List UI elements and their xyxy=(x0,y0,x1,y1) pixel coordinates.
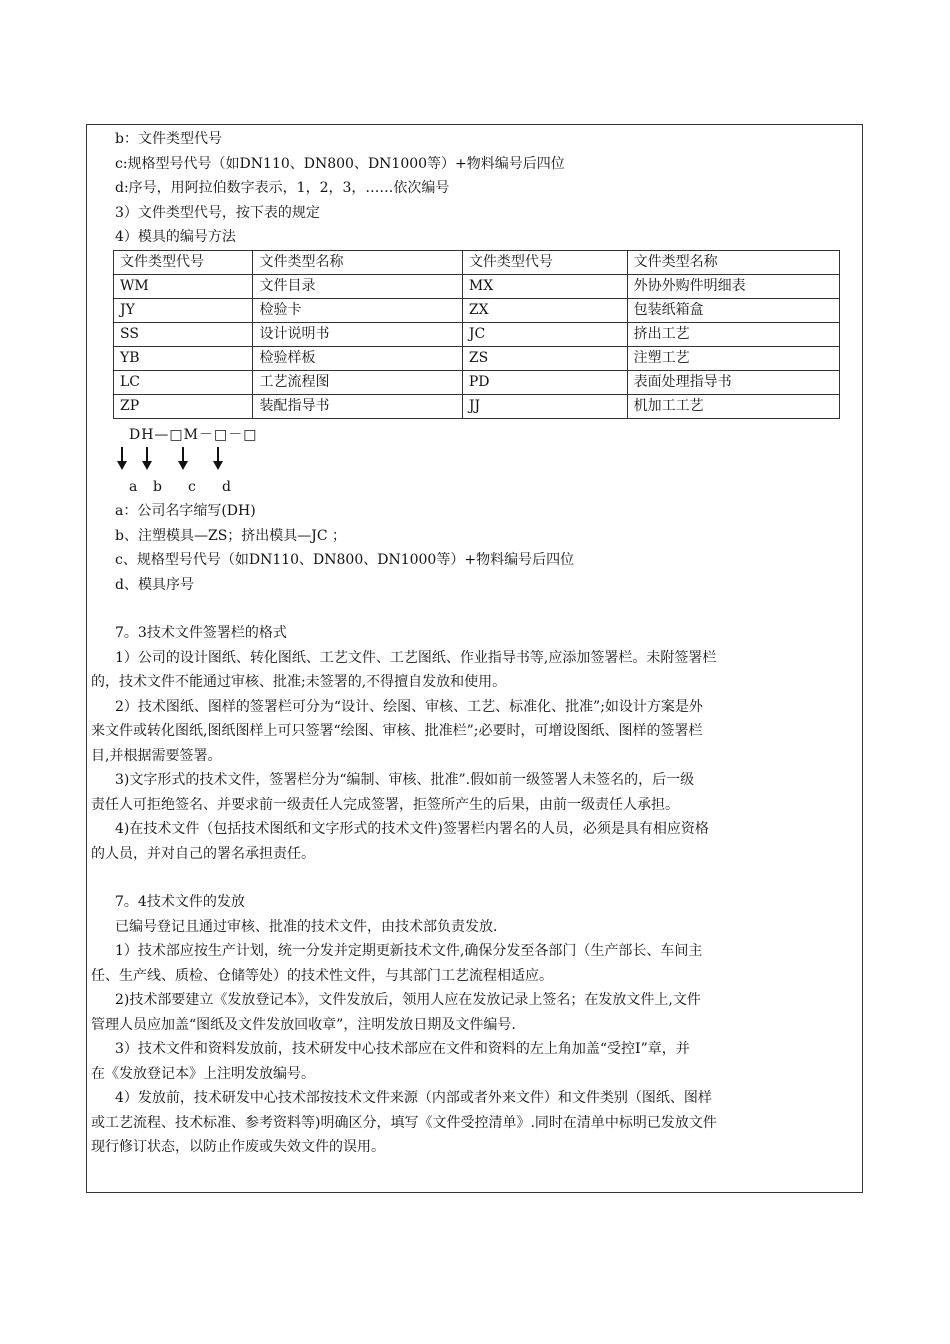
section-title: 7。3技术文件签署栏的格式 xyxy=(115,625,287,641)
table-cell: 文件目录 xyxy=(253,274,462,298)
paragraph-line: 已编号登记且通过审核、批准的技术文件，由技术部负责发放. xyxy=(115,918,498,935)
table-cell: 机加工工艺 xyxy=(627,394,839,418)
table-cell: MX xyxy=(462,274,627,298)
paragraph-line: 1）公司的设计图纸、转化图纸、工艺文件、工艺图纸、作业指导书等,应添加签署栏。未附签署栏 xyxy=(115,649,717,666)
table-cell: 工艺流程图 xyxy=(253,370,462,394)
mold-code-pattern: DH—□M－□－□ xyxy=(129,426,258,443)
code-letters xyxy=(115,475,857,499)
paragraph-line: 的，技术文件不能通过审核、批准;未签署的,不得擅自发放和使用。 xyxy=(91,674,507,690)
table-cell: 外协外购件明细表 xyxy=(627,274,839,298)
table-cell: LC xyxy=(114,370,253,394)
mold-code-item: b、注塑模具—ZS；挤出模具—JC ； xyxy=(115,527,347,544)
paragraph-line: 或工艺流程、技术标准、参考资料等)明确区分，填写《文件受控清单》.同时在清单中标明已发放文件 xyxy=(91,1114,717,1131)
mold-code-item: d、模具序号 xyxy=(115,576,194,593)
paragraph-line: 4)在技术文件（包括技术图纸和文字形式的技术文件)签署栏内署名的人员，必须是具有相应资格 xyxy=(115,821,709,837)
paragraph-line: 2）技术图纸、图样的签署栏可分为“设计、绘图、审核、工艺、标准化、批准”;如设计方案是外 xyxy=(115,698,703,715)
table-header-cell: 文件类型代号 xyxy=(114,250,253,274)
intro-block xyxy=(115,127,857,250)
table-row xyxy=(114,346,840,370)
section-title: 7。4技术文件的发放 xyxy=(115,894,245,910)
table-cell: 包装纸箱盒 xyxy=(627,298,839,322)
table-cell: YB xyxy=(114,346,253,370)
table-cell: ZP xyxy=(114,394,253,418)
code-letter: b xyxy=(153,479,162,495)
table-cell: JJ xyxy=(462,394,627,418)
table-cell: 装配指导书 xyxy=(253,394,462,418)
table-row xyxy=(114,274,840,298)
document-body xyxy=(91,127,857,1160)
paragraph-line: 4）发放前，技术研发中心技术部按技术文件来源（内部或者外来文件）和文件类别（图纸、图样 xyxy=(115,1090,712,1106)
table-cell: WM xyxy=(114,274,253,298)
code-letter: a xyxy=(129,479,138,495)
paragraph-line: 在《发放登记本》上注明发放编号。 xyxy=(91,1065,315,1082)
arrow-down-icon xyxy=(178,447,188,471)
table-cell: PD xyxy=(462,370,627,394)
intro-line-4: 4）模具的编号方法 xyxy=(115,229,236,245)
paragraph-line: 1）技术部应按生产计划，统一分发并定期更新技术文件,确保分发至各部门（生产部长、车间主 xyxy=(115,943,703,959)
paragraph-line: 的人员，并对自己的署名承担责任。 xyxy=(91,845,315,862)
table-cell: 挤出工艺 xyxy=(627,322,839,346)
document-frame xyxy=(86,124,863,1193)
paragraph-line: 2)技术部要建立《发放登记本》，文件发放后，领用人应在发放记录上签名；在发放文件上,文件 xyxy=(115,992,701,1008)
table-cell: 表面处理指导书 xyxy=(627,370,839,394)
intro-line-3: 3）文件类型代号，按下表的规定 xyxy=(115,204,320,221)
table-row xyxy=(114,370,840,394)
section-7-3 xyxy=(91,621,857,866)
paragraph-line: 目,并根据需要签署。 xyxy=(91,747,222,764)
paragraph-line: 任、生产线、质检、仓储等处）的技术性文件，与其部门工艺流程相适应。 xyxy=(91,967,553,984)
table-cell: 检验卡 xyxy=(253,298,462,322)
table-cell: ZS xyxy=(462,346,627,370)
table-header-row xyxy=(114,250,840,274)
code-letter: d xyxy=(222,479,231,495)
mold-code-item: a：公司名字缩写(DH) xyxy=(115,503,256,519)
table-cell: 设计说明书 xyxy=(253,322,462,346)
table-cell: JC xyxy=(462,322,627,346)
paragraph-line: 3）技术文件和资料发放前，技术研发中心技术部应在文件和资料的左上角加盖“受控Ⅰ”章，并 xyxy=(115,1041,690,1057)
code-arrows xyxy=(115,447,857,475)
mold-code-item: c、规格型号代号（如DN110、DN800、DN1000等）+物料编号后四位 xyxy=(115,552,575,568)
arrow-down-icon xyxy=(117,447,127,471)
intro-line-c: c:规格型号代号（如DN110、DN800、DN1000等）+物料编号后四位 xyxy=(115,155,565,172)
table-cell: ZX xyxy=(462,298,627,322)
table-cell: 检验样板 xyxy=(253,346,462,370)
table-header-cell: 文件类型名称 xyxy=(253,250,462,274)
paragraph-line: 责任人可拒绝签名、并要求前一级责任人完成签署，拒签所产生的后果，由前一级责任人承担。 xyxy=(91,796,679,813)
table-header-cell: 文件类型代号 xyxy=(462,250,627,274)
table-cell: SS xyxy=(114,322,253,346)
arrow-down-icon xyxy=(213,447,223,471)
table-row xyxy=(114,298,840,322)
intro-line-d: d:序号，用阿拉伯数字表示，1，2，3，……依次编号 xyxy=(115,180,450,196)
arrow-down-icon xyxy=(142,447,152,471)
mold-code-block xyxy=(115,423,857,598)
paragraph-line: 现行修订状态，以防止作废或失效文件的误用。 xyxy=(91,1139,385,1155)
paragraph-line: 来文件或转化图纸,图纸图样上可只签署“绘图、审核、批准栏”;必要时，可增设图纸、图样的签署栏 xyxy=(91,723,703,739)
code-letter: c xyxy=(188,479,196,495)
table-row xyxy=(114,394,840,418)
paragraph-line: 管理人员应加盖“图纸及文件发放回收章”，注明发放日期及文件编号. xyxy=(91,1016,516,1033)
table-cell: JY xyxy=(114,298,253,322)
table-header-cell: 文件类型名称 xyxy=(627,250,839,274)
intro-line-b: b：文件类型代号 xyxy=(115,131,222,147)
paragraph-line: 3)文字形式的技术文件，签署栏分为“编制、审核、批准”.假如前一级签署人未签名的，后一级 xyxy=(115,772,695,788)
file-type-table xyxy=(113,250,840,419)
section-7-4 xyxy=(91,890,857,1160)
table-row xyxy=(114,322,840,346)
table-cell: 注塑工艺 xyxy=(627,346,839,370)
